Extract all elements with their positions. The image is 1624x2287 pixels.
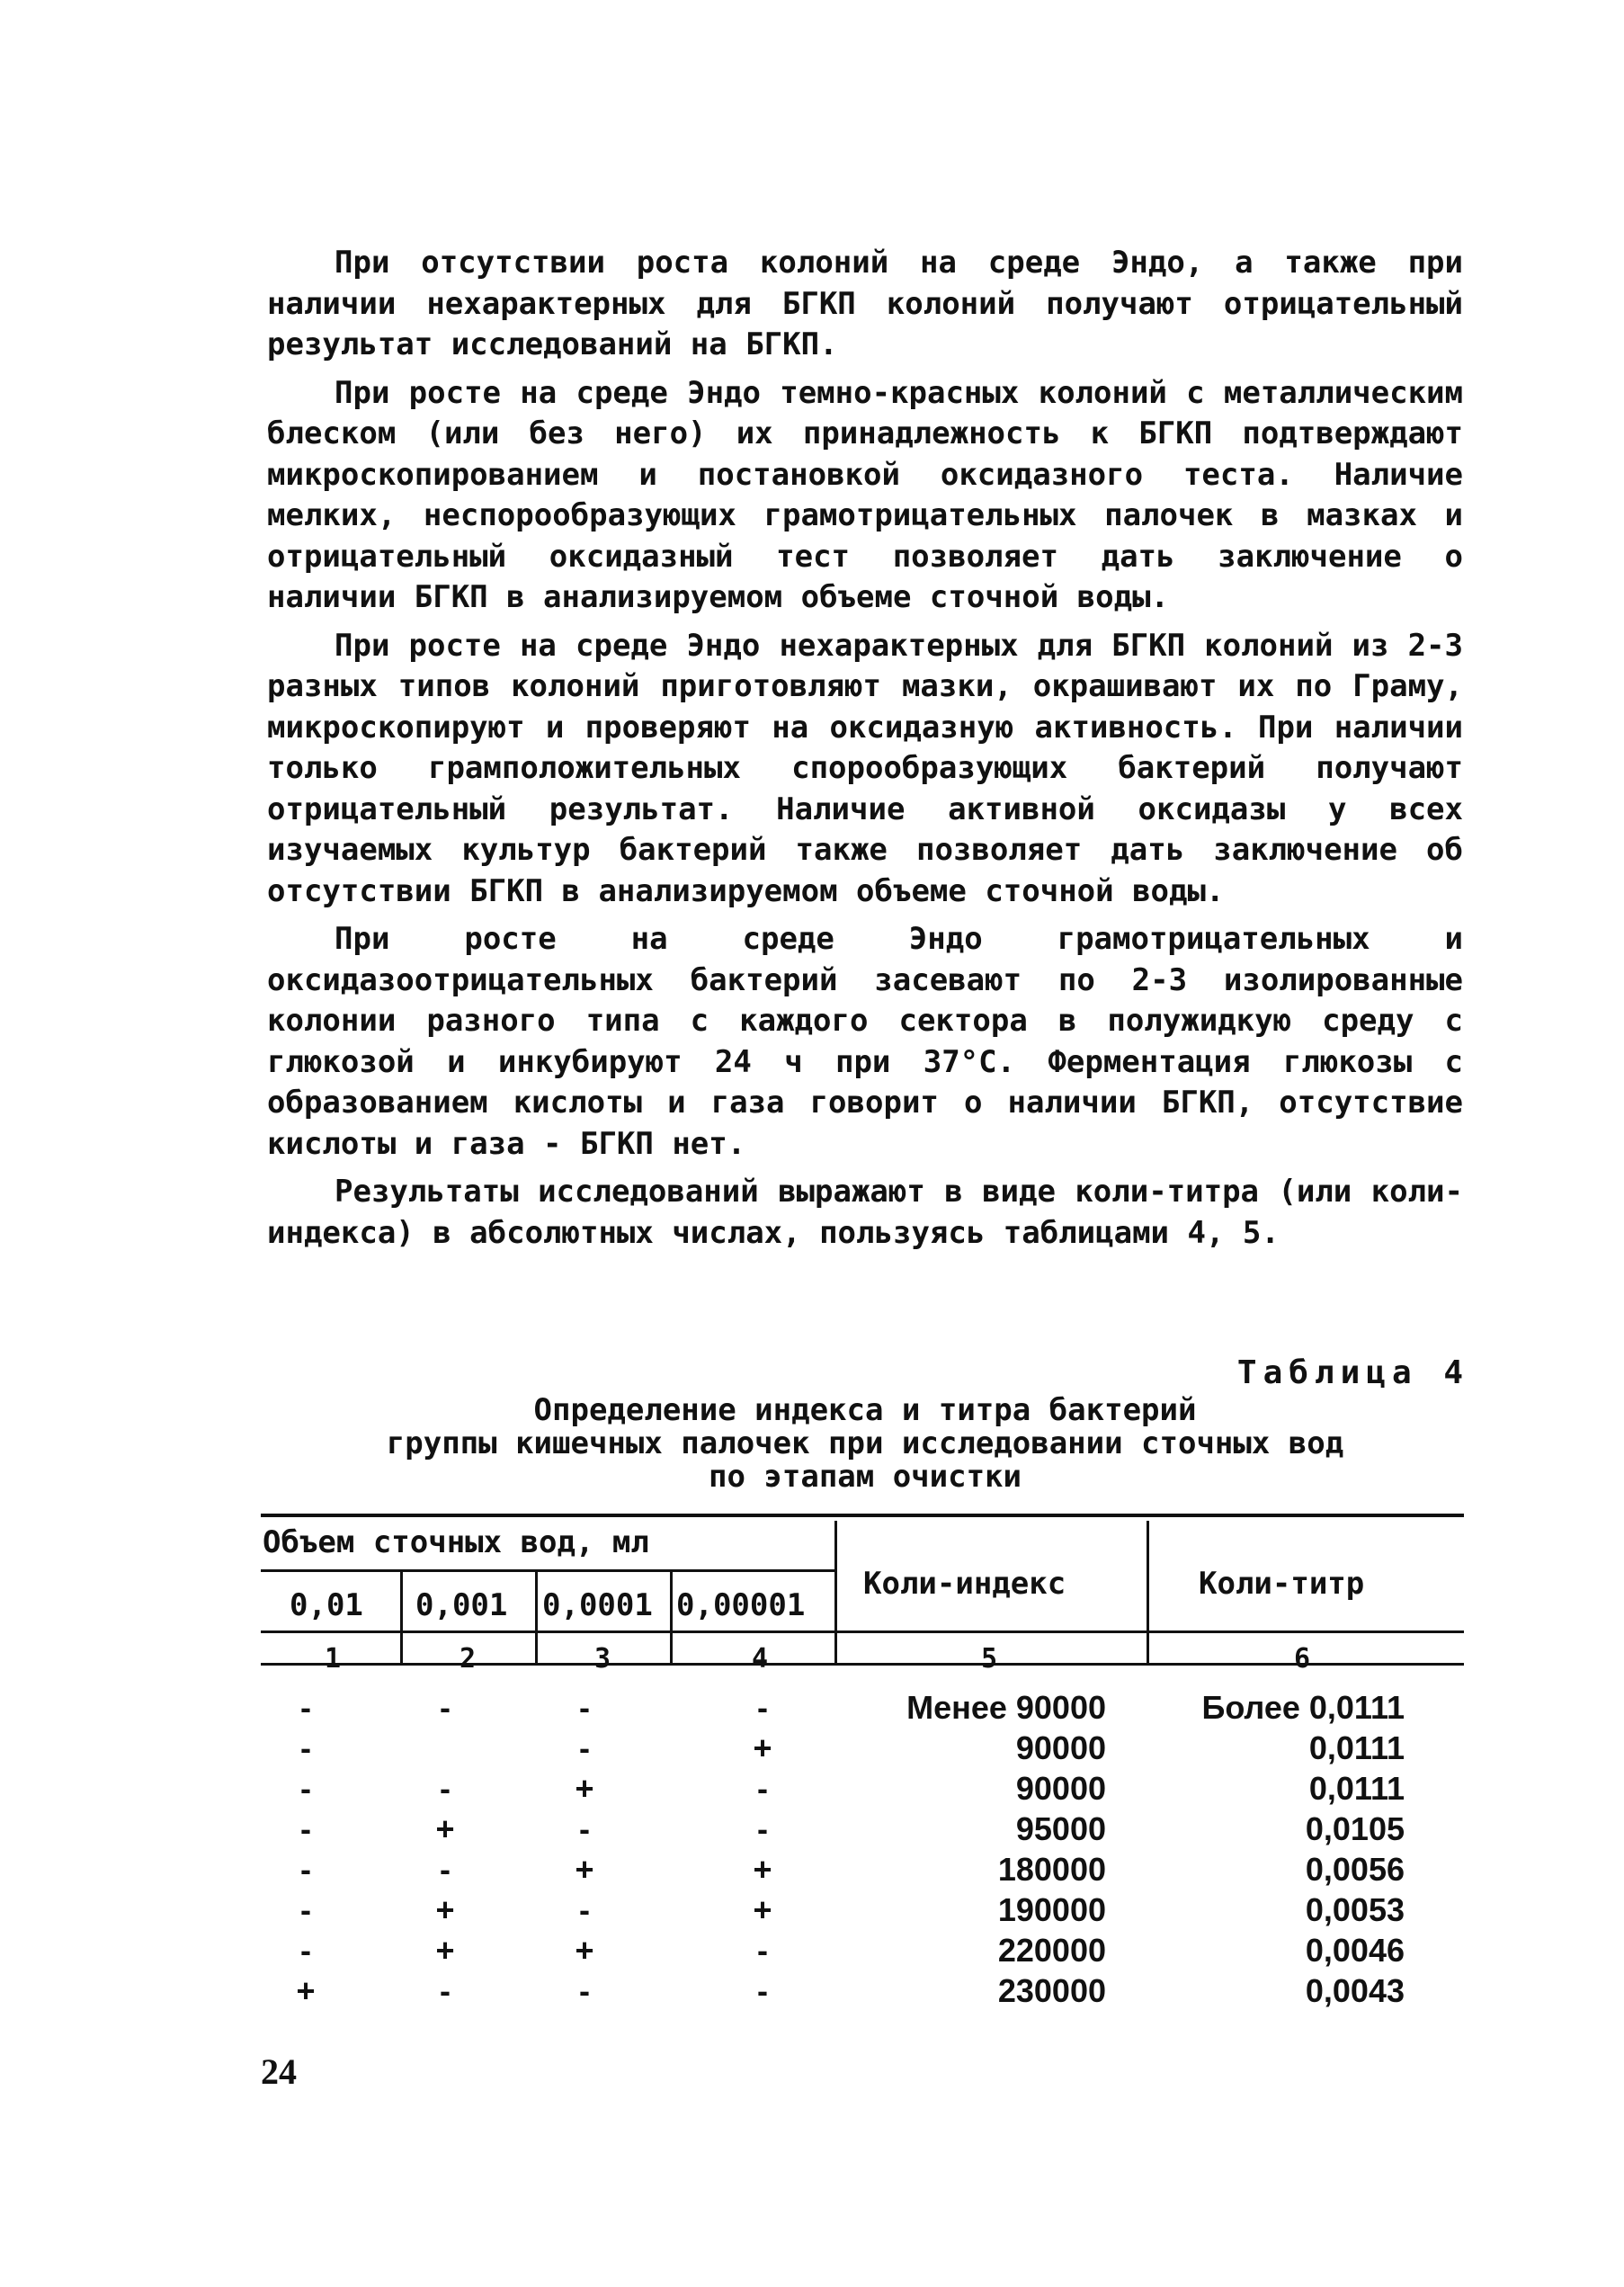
volume-group-header: Объем сточных вод, мл [263,1524,649,1560]
paragraph: При росте на среде Эндо нехарактерных для БГКП колоний из 2-3 разных типов колоний приготовляют мазки, окрашивают их по Граму, микроскопируют и проверяют на оксидазную активность. При наличии только грамположительных спорообразующих бактерий получают отрицательный результат. Наличие активной оксидазы у всех изучаемых культур бактерий также позволяет дать заключение об отсутствии БГКП в анализируемом объеме сточной воды. [267,627,1463,909]
table-cell: 0,0105 [1305,1810,1405,1847]
table-cell: + [435,1891,455,1928]
table-cell: - [440,1770,451,1807]
caption-line: по этапам очистки [709,1459,1022,1495]
table-cell: - [579,1972,590,2009]
table-cell: 0,0046 [1305,1932,1405,1969]
coli-titer-header: Коли-титр [1199,1566,1365,1602]
table-cell: + [575,1851,594,1888]
body-text [267,243,1463,1261]
table-cell: - [300,1891,311,1928]
table-cell: - [757,1932,768,1969]
volume-header-4: 0,00001 [676,1587,806,1623]
table-cell: Более 0,0111 [1201,1689,1405,1726]
column-divider [834,1521,837,1665]
column-number: 4 [751,1643,769,1675]
paragraph: При росте на среде Эндо темно-красных колоний с металлическим блеском (или без него) их принадлежность к БГКП подтверждают микроскопированием и постановкой оксидазного теста. Наличие мелких, неспорообразующих грамотрицательных палочек в мазках и отрицательный оксидазный тест позволяет дать заключение о наличии БГКП в анализируемом объеме сточной воды. [267,374,1463,615]
table-row [261,1851,1464,1891]
table-cell: 230000 [997,1972,1106,2009]
page-number: 24 [261,2051,297,2092]
table-row [261,1689,1464,1729]
table-body [261,1689,1464,2013]
column-divider [670,1569,673,1665]
column-number: 5 [980,1643,998,1675]
table-cell: - [757,1810,768,1847]
column-number: 1 [324,1643,342,1675]
table-cell: + [575,1770,594,1807]
table-row [261,1810,1464,1851]
table-row [261,1972,1464,2013]
table-cell: 0,0053 [1305,1891,1405,1928]
coli-index-header: Коли-индекс [863,1566,1066,1602]
column-number: 6 [1293,1643,1311,1675]
caption-line: группы кишечных палочек при исследовании сточных вод [386,1425,1344,1461]
table-cell: + [435,1932,455,1969]
volume-header-3: 0,0001 [542,1587,653,1623]
table-cell: 180000 [997,1851,1106,1888]
caption-line: Определение индекса и титра бактерий [533,1392,1197,1428]
table-top-rule [261,1514,1464,1517]
table-cell: + [575,1932,594,1969]
table-cell: - [440,1689,451,1726]
table-cell: 0,0111 [1308,1770,1405,1807]
column-number: 2 [459,1643,477,1675]
table-cell: - [757,1689,768,1726]
table-cell: - [300,1729,311,1766]
table-cell: - [300,1932,311,1969]
header-rule [261,1630,1464,1633]
paragraph: Результаты исследований выражают в виде коли-титра (или коли-индекса) в абсолютных числах, пользуясь таблицами 4, 5. [267,1174,1463,1251]
table-cell: - [300,1689,311,1726]
volume-header-2: 0,001 [415,1587,508,1623]
table-cell: - [757,1972,768,2009]
table-cell: - [300,1770,311,1807]
table-cell: 90000 [1015,1770,1106,1807]
table-cell: - [579,1729,590,1766]
column-divider [1147,1521,1149,1665]
column-number: 3 [593,1643,611,1675]
table-row [261,1729,1464,1770]
table-cell: 90000 [1015,1729,1106,1766]
paragraph: При росте на среде Эндо грамотрицательных и оксидазоотрицательных бактерий засевают по 2-3 изолированные колонии разного типа с каждого сектора в полужидкую среду с глюкозой и инкубируют 24 ч при 37°С. Ферментация глюкозы с образованием кислоты и газа говорит о наличии БГКП, отсутствие кислоты и газа - БГКП нет. [267,921,1463,1162]
table-cell: Менее 90000 [906,1689,1106,1726]
table-row [261,1932,1464,1972]
table-label: Таблица 4 [1236,1354,1469,1391]
volume-header-1: 0,01 [290,1587,363,1623]
table-cell: - [440,1851,451,1888]
column-divider [400,1569,403,1665]
column-divider [535,1569,538,1665]
table-caption [267,1394,1463,1494]
table-cell: + [435,1810,455,1847]
table-cell: 220000 [997,1932,1106,1969]
table-row [261,1770,1464,1810]
table-cell: - [300,1810,311,1847]
table-cell: 0,0043 [1305,1972,1405,2009]
table-cell: + [753,1729,772,1766]
table-cell: 0,0111 [1308,1729,1405,1766]
group-header-rule [261,1569,836,1572]
table-cell: + [296,1972,316,2009]
table-cell: - [300,1851,311,1888]
paragraph: При отсутствии роста колоний на среде Эндо, а также при наличии нехарактерных для БГКП колоний получают отрицательный результат исследований на БГКП. [267,245,1463,362]
table-cell: - [579,1689,590,1726]
table-cell: - [579,1891,590,1928]
table-cell: 0,0056 [1305,1851,1405,1888]
table-cell: - [757,1770,768,1807]
table-cell: - [579,1810,590,1847]
table-cell: 190000 [997,1891,1106,1928]
table-cell: + [753,1851,772,1888]
table-cell: + [753,1891,772,1928]
table-row [261,1891,1464,1932]
table-cell: - [440,1972,451,2009]
table-cell: 95000 [1015,1810,1106,1847]
